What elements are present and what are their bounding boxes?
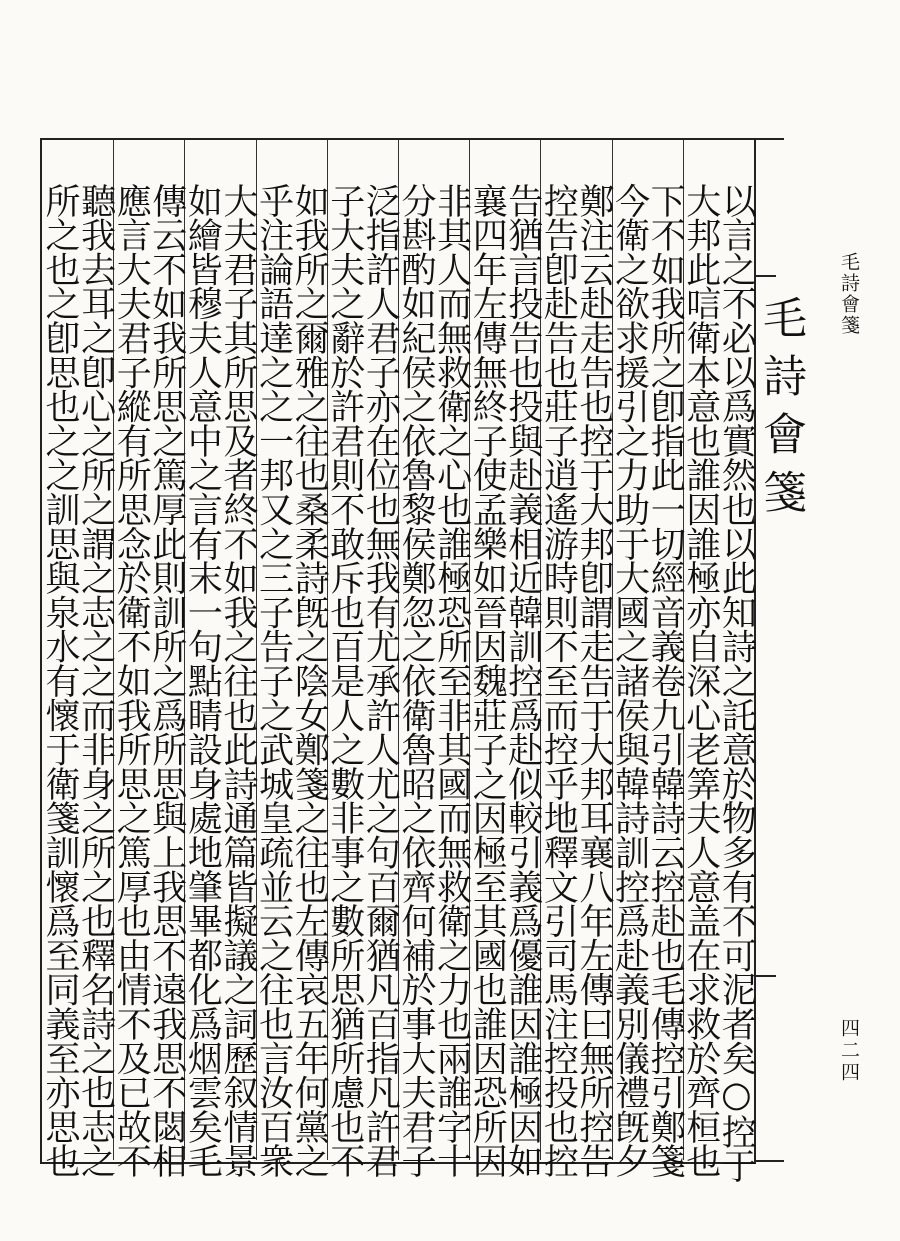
text-column: 以言之不必以爲實然也以此知詩之託意於物多有不可泥者矣○控于 (716, 183, 757, 1183)
text-column: 告猶言投告也投與赴義相近韓訓控爲赴似較引義爲優誰因誰極因如 (502, 183, 543, 1178)
frame-bottom-rule-extension (754, 1160, 784, 1162)
text-column: 今衛之欲求援引之力助于大國之諸侯與韓詩訓控爲赴義別儀禮旣夕 (609, 183, 650, 1178)
text-column: 鄭注云赴走告也控于大邦卽謂走告于大邦耳襄八年左傳曰無所控告 (574, 183, 614, 1178)
text-column: 大夫君子其所思及者終不如我之往也此詩通篇皆擬議之詞歷叙情景 (218, 183, 258, 1178)
text-column: 乎注論語達之之一邦又之三子告子之武城皇疏並云之往也言汝百衆 (253, 183, 294, 1178)
text-column: 大邦此唁衛本意也誰因誰極亦自深心老筭夫人意盖在求救於齊桓也 (680, 183, 721, 1178)
page-number: 四二四 (838, 1018, 860, 1084)
fore-edge-section-title: 毛詩會箋 (755, 295, 806, 527)
text-column: 非其人而無救衛之心也誰極恐所至非其國而無救衛之力也兩誰字十 (431, 183, 472, 1178)
text-column: 襄四年左傳無終子使孟樂如晉因魏莊子之因極至其國也誰因恐所因 (467, 183, 508, 1178)
text-column: 傳云不如我所思之篤厚此則訓所之爲所思與上我思不遠我思不閟相 (146, 183, 187, 1178)
text-column: 所之也之卽思也之之訓思與泉水有懷于衛箋訓懷爲至同義至亦思也 (40, 183, 80, 1178)
text-column: 如我所之爾雅之往也桑柔詩旣之陰女鄭箋之往也左傳哀五年何黨之 (289, 183, 330, 1178)
text-column: 下不如我所之卽指此一切經音義卷九引韓詩云控赴也毛傳控引鄭箋 (645, 183, 686, 1178)
running-title: 毛詩會箋 (838, 252, 860, 336)
text-column: 聽我去耳之卽心之所之謂之志之之而非身之所之也釋名詩之也志之 (75, 183, 116, 1178)
text-column: 泛指許人君子亦在位也無我有尤承許人尤之句百爾猶凡百指凡許君 (360, 183, 401, 1178)
text-column: 應言大夫君子縱有所思念於衛不如我所思之篤厚也由情不及已故不 (111, 183, 152, 1178)
text-column: 如繪皆穆夫人意中之言有末一句點睛設身處地肇畢都化爲烟雲矣毛 (182, 183, 223, 1178)
text-column: 分斟酌如紀侯之依魯黎侯鄭忽之依衛魯昭之依齊何補於事大夫君子 (396, 183, 436, 1178)
text-column: 子大夫之辭於許君則不敢斥也百是人之數非事之數所思猶所慮也不 (324, 183, 365, 1178)
text-column: 控告卽赴告也莊子逍遙游時則不至而控乎地釋文引司馬注控投也控 (538, 183, 579, 1178)
